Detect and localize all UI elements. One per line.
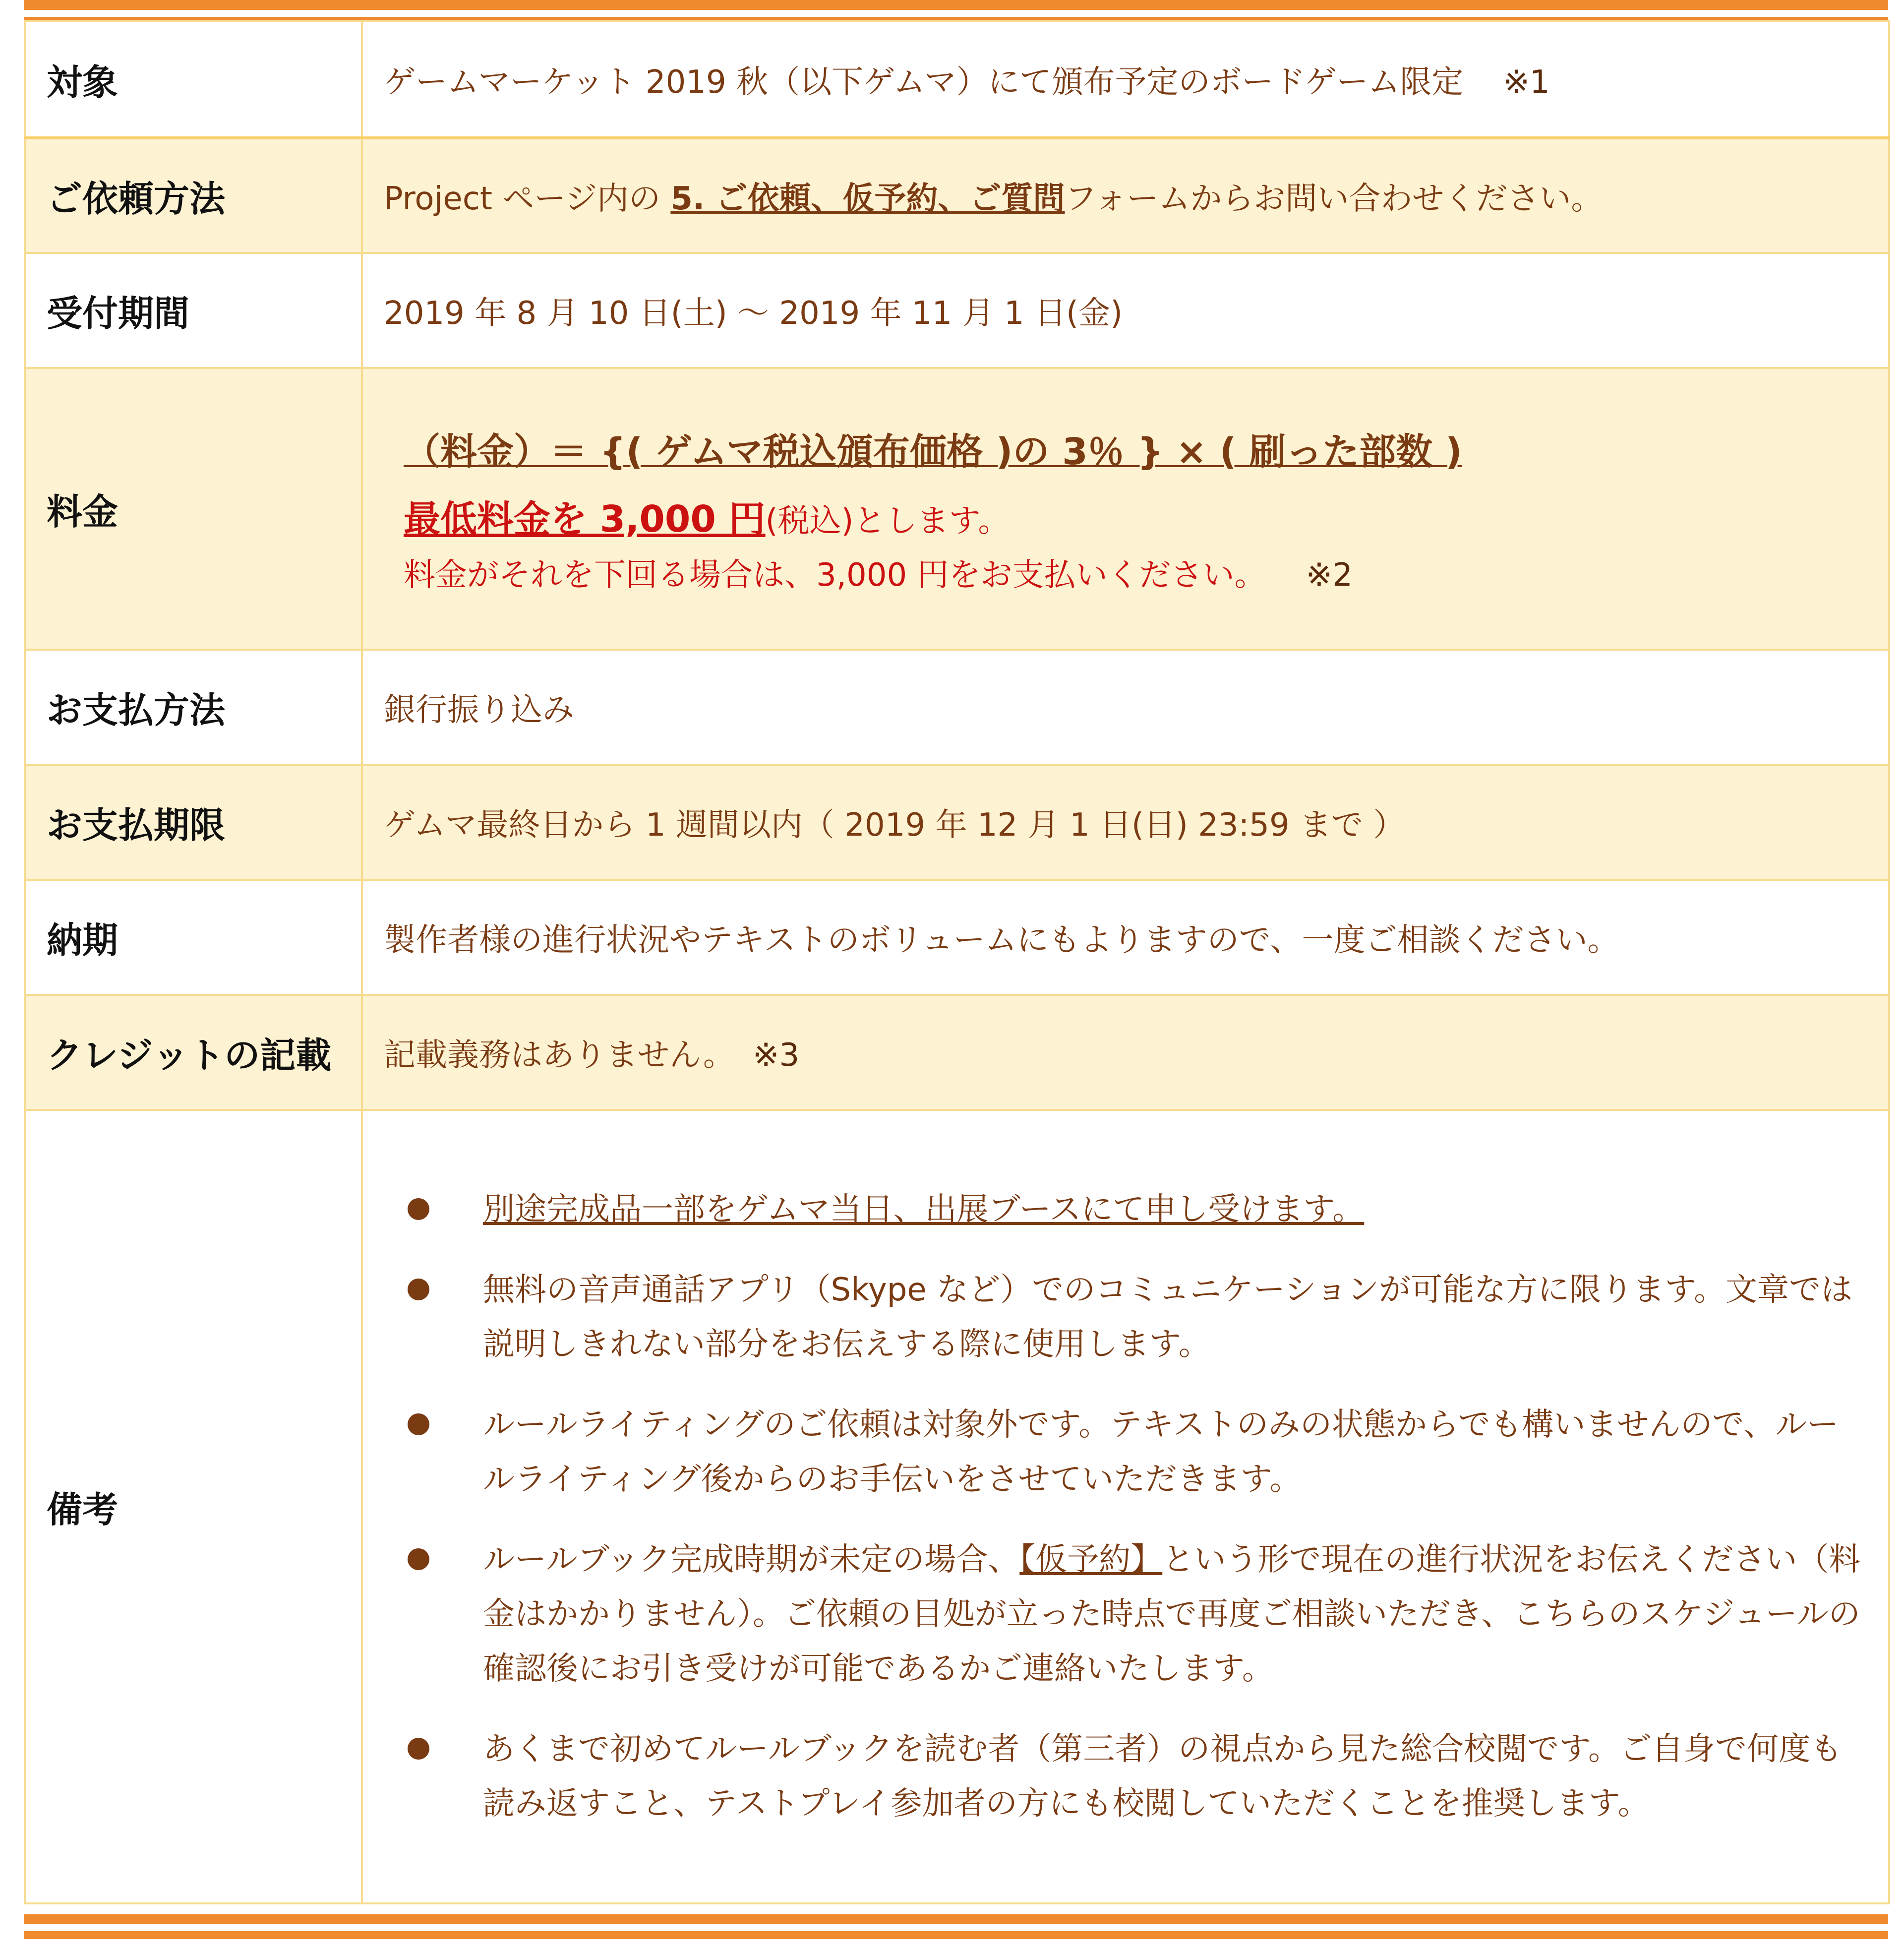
bullet-icon: [408, 1279, 429, 1300]
row-period-value: 2019 年 8 月 10 日(土) ～ 2019 年 11 月 1 日(金): [362, 253, 1889, 368]
row-request-label: ご依頼方法: [25, 138, 362, 253]
bottom-border-thin: [24, 1931, 1888, 1939]
row-payment-deadline: [25, 765, 1889, 880]
row-payment-method: [25, 650, 1889, 765]
row-credit: [25, 995, 1889, 1110]
row-period: [25, 253, 1889, 368]
row-delivery-value: 製作者様の進行状況やテキストのボリュームにもよりますので、一度ご相談ください。: [362, 880, 1889, 995]
bullet-icon: [408, 1198, 429, 1220]
row-request: [25, 138, 1889, 253]
row-period-label: 受付期間: [25, 253, 362, 368]
bullet-icon: [408, 1413, 429, 1435]
row-fee-value: [362, 368, 1889, 650]
row-request-value: [362, 138, 1889, 253]
remark-4-prefix: ルールブック完成時期が未定の場合、: [483, 1541, 1020, 1578]
remark-item: [384, 1722, 1868, 1831]
credit-text: 記載義務はありません。: [384, 1037, 735, 1074]
row-target: [25, 21, 1889, 138]
row-payment-deadline-value: ゲムマ最終日から 1 週間以内（ 2019 年 12 月 1 日(日) 23:59 まで ）: [362, 765, 1889, 880]
row-remarks-value: [362, 1110, 1889, 1903]
top-border-thick: [24, 0, 1888, 10]
remark-1-text: 別途完成品一部をゲムマ当日、出展ブースにて申し受けます。: [483, 1191, 1365, 1228]
contact-form-link[interactable]: 5. ご依頼、仮予約、ご質問: [670, 180, 1065, 217]
fee-formula: （料金）＝ {( ゲムマ税込頒布価格 )の 3％ } × ( 刷った部数 ): [404, 430, 1462, 473]
row-credit-label: クレジットの記載: [25, 995, 362, 1110]
row-payment-method-label: お支払方法: [25, 650, 362, 765]
request-suffix: フォームからお問い合わせください。: [1065, 180, 1603, 217]
remark-item: [384, 1532, 1868, 1696]
minimum-fee-below: 料金がそれを下回る場合は、3,000 円をお支払いください。: [404, 557, 1266, 594]
request-prefix: Project ページ内の: [384, 180, 671, 217]
remark-4-suffix: という形で現在の進行状況をお伝えください（料金はかかりません）。ご依頼の目処が立った時点で再度ご相談いただき、こちらのスケジュールの確認後にお引き受けが可能であるかご連絡いたします。: [483, 1541, 1861, 1687]
note-2: ※2: [1306, 557, 1353, 594]
service-details-table: [24, 20, 1890, 1904]
remark-item: [384, 1182, 1868, 1237]
row-target-label: 対象: [25, 21, 362, 138]
row-delivery-label: 納期: [25, 880, 362, 995]
minimum-fee-tail: (税込)とします。: [765, 503, 1010, 540]
bullet-icon: [408, 1548, 429, 1570]
bottom-border-thick: [24, 1914, 1888, 1924]
row-remarks: [25, 1110, 1889, 1903]
row-credit-value: [362, 995, 1889, 1110]
remark-2-text: 無料の音声通話アプリ（Skype など）でのコミュニケーションが可能な方に限ります。文章では説明しきれない部分をお伝えする際に使用します。: [483, 1272, 1853, 1363]
remark-5-text: あくまで初めてルールブックを読む者（第三者）の視点から見た総合校閲です。ご自身で何度も読み返すこと、テストプレイ参加者の方にも校閲していただくことを推奨します。: [483, 1731, 1843, 1822]
note-3: ※3: [752, 1037, 800, 1074]
row-fee: [25, 368, 1889, 650]
minimum-fee: 最低料金を 3,000 円: [404, 498, 766, 541]
provisional-booking-link[interactable]: 【仮予約】: [1019, 1541, 1163, 1578]
note-1: ※1: [1503, 63, 1550, 101]
remarks-list: [384, 1182, 1888, 1831]
row-payment-deadline-label: お支払期限: [25, 765, 362, 880]
minimum-fee-note-line: [404, 550, 1888, 595]
row-payment-method-value: 銀行振り込み: [362, 650, 1889, 765]
row-remarks-label: 備考: [25, 1110, 362, 1903]
row-delivery: [25, 880, 1889, 995]
remark-3-text: ルールライティングのご依頼は対象外です。テキストのみの状態からでも構いませんので、ルールライティング後からのお手伝いをさせていただきます。: [483, 1406, 1839, 1498]
row-fee-label: 料金: [25, 368, 362, 650]
bullet-icon: [408, 1738, 429, 1760]
row-target-value: [362, 21, 1889, 138]
remark-item: [384, 1263, 1868, 1372]
remark-item: [384, 1398, 1868, 1507]
target-text: ゲームマーケット 2019 秋（以下ゲムマ）にて頒布予定のボードゲーム限定: [384, 63, 1464, 101]
minimum-fee-line: [404, 490, 1888, 543]
